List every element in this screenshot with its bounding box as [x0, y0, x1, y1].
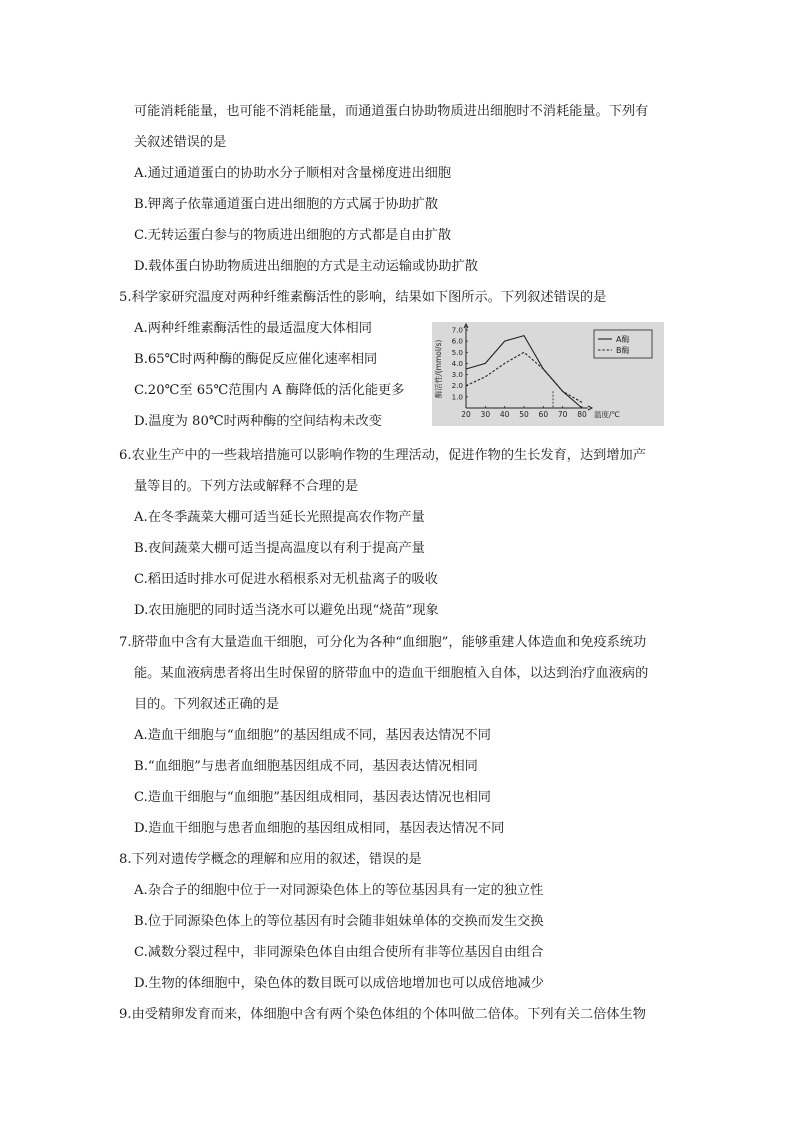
chart-svg — [432, 322, 664, 426]
x-tick-label: 30 — [480, 410, 491, 419]
q7-stem-line-3: 目的。下列叙述正确的是 — [134, 697, 280, 712]
x-axis-label: 温度/℃ — [594, 410, 620, 419]
q8-stem: 8.下列对遗传学概念的理解和应用的叙述，错误的是 — [119, 852, 422, 867]
enzyme-activity-chart — [432, 322, 664, 426]
q9-stem: 9.由受精卵发育而来，体细胞中含有两个染色体组的个体叫做二倍体。下列有关二倍体生物 — [119, 1007, 646, 1022]
x-tick-label: 70 — [557, 410, 568, 419]
x-tick-label: 80 — [577, 410, 587, 419]
q7-option-c: C.造血干细胞与“血细胞”基因组成相同，基因表达情况也相同 — [134, 790, 491, 805]
q4-option-a: A.通过通道蛋白的协助水分子顺相对含量梯度进出细胞 — [134, 166, 452, 181]
q8-option-c: C.减数分裂过程中，非同源染色体自由组合使所有非等位基因自由组合 — [134, 945, 544, 960]
y-tick-label: 2.0 — [451, 381, 463, 391]
x-tick-label: 60 — [538, 410, 549, 419]
intro-line-2: 关叙述错误的是 — [134, 135, 227, 150]
q7-option-b: B.“血细胞”与患者血细胞基因组成不同，基因表达情况相同 — [134, 759, 478, 774]
series-line-b — [466, 352, 582, 402]
q7-stem-line-2: 能。某血液病患者将出生时保留的脐带血中的造血干细胞植入自体，以达到治疗血液病的 — [134, 666, 649, 681]
intro-line-1: 可能消耗能量，也可能不消耗能量，而通道蛋白协助物质进出细胞时不消耗能量。下列有 — [134, 104, 649, 119]
q6-option-d: D.农田施肥的同时适当浇水可以避免出现“烧苗”现象 — [134, 603, 439, 618]
q4-option-b: B.钾离子依靠通道蛋白进出细胞的方式属于协助扩散 — [134, 197, 439, 212]
q6-option-b: B.夜间蔬菜大棚可适当提高温度以有利于提高产量 — [134, 541, 425, 556]
q8-option-d: D.生物的体细胞中，染色体的数目既可以成倍地增加也可以成倍地减少 — [134, 976, 544, 991]
q5-option-d: D.温度为 80℃时两种酶的空间结构未改变 — [134, 414, 382, 429]
x-axis-arrow — [588, 406, 592, 410]
q7-stem-line-1: 7.脐带血中含有大量造血干细胞，可分化为各种“血细胞”，能够重建人体造血和免疫系统功 — [119, 635, 647, 650]
q6-stem-line-1: 6.农业生产中的一些栽培措施可以影响作物的生理活动，促进作物的生长发育，达到增加产 — [119, 448, 646, 463]
q5-option-b: B.65℃时两种酶的酶促反应催化速率相同 — [134, 352, 378, 367]
q8-option-b: B.位于同源染色体上的等位基因有时会随非姐妹单体的交换而发生交换 — [134, 914, 544, 929]
y-tick-label: 6.0 — [451, 336, 463, 346]
y-tick-label: 7.0 — [451, 325, 463, 335]
y-tick-label: 3.0 — [451, 370, 463, 380]
q7-option-a: A.造血干细胞与“血细胞”的基因组成不同，基因表达情况不同 — [134, 728, 491, 743]
x-tick-label: 20 — [461, 410, 471, 419]
y-tick-label: 4.0 — [451, 358, 463, 368]
series-line-a — [466, 336, 582, 408]
q7-option-d: D.造血干细胞与患者血细胞的基因组成相同，基因表达情况不同 — [134, 821, 505, 836]
legend-label: A酶 — [616, 335, 630, 344]
q6-option-c: C.稻田适时排水可促进水稻根系对无机盐离子的吸收 — [134, 572, 438, 587]
q4-option-d: D.载体蛋白协助物质进出细胞的方式是主动运输或协助扩散 — [134, 259, 478, 274]
q6-option-a: A.在冬季蔬菜大棚可适当延长光照提高农作物产量 — [134, 510, 425, 525]
y-tick-label: 1.0 — [451, 392, 463, 402]
legend-label: B酶 — [616, 346, 630, 355]
q5-stem: 5.科学家研究温度对两种纤维素酶活性的影响，结果如下图所示。下列叙述错误的是 — [119, 290, 607, 305]
q8-option-a: A.杂合子的细胞中位于一对同源染色体上的等位基因具有一定的独立性 — [134, 883, 544, 898]
q4-option-c: C.无转运蛋白参与的物质进出细胞的方式都是自由扩散 — [134, 228, 452, 243]
y-axis-label: 酶活性/(mmol/s) — [434, 339, 443, 399]
q6-stem-line-2: 量等目的。下列方法或解释不合理的是 — [134, 479, 359, 494]
x-tick-label: 40 — [499, 410, 510, 419]
y-tick-label: 5.0 — [451, 347, 463, 357]
q5-option-a: A.两种纤维素酶活性的最适温度大体相同 — [134, 321, 372, 336]
x-tick-label: 50 — [519, 410, 529, 419]
q5-option-c: C.20℃至 65℃范围内 A 酶降低的活化能更多 — [134, 383, 405, 398]
